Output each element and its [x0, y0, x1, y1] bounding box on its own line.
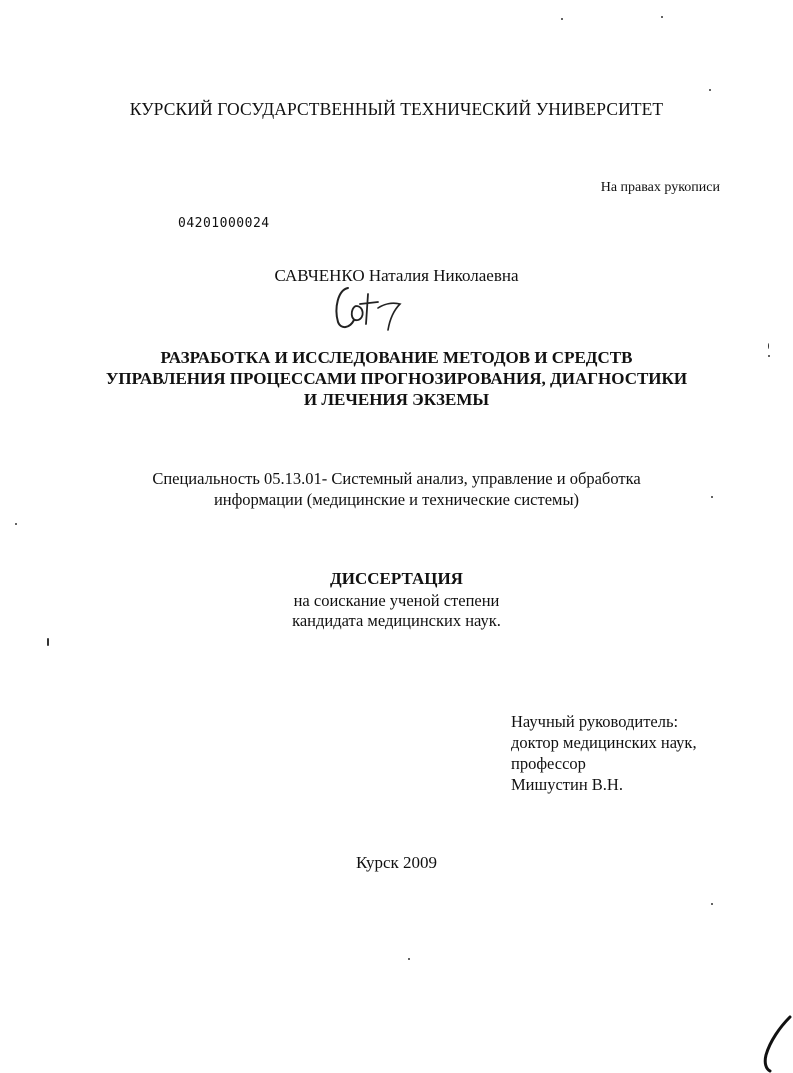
speciality-line-1: Специальность 05.13.01- Системный анализ, управление и обработка [152, 469, 641, 488]
scan-speck [768, 343, 769, 349]
handwritten-signature [320, 278, 410, 338]
speciality-line-2: информации (медицинские и технические системы) [213, 490, 580, 509]
dissertation-title [0, 347, 793, 410]
university-name: КУРСКИЙ ГОСУДАРСТВЕННЫЙ ТЕХНИЧЕСКИЙ УНИВЕРСИТЕТ [129, 99, 664, 119]
manuscript-rights-note: На правах рукописи [600, 180, 720, 195]
supervisor-block [511, 711, 697, 795]
scan-speck [711, 903, 713, 905]
scan-speck [408, 958, 410, 960]
scan-speck [768, 355, 770, 357]
scan-speck [47, 638, 49, 646]
scan-speck [711, 496, 713, 498]
title-line-3: И ЛЕЧЕНИЯ ЭКЗЕМЫ [303, 390, 490, 409]
supervisor-rank: профессор [511, 754, 586, 773]
title-line-2: УПРАВЛЕНИЯ ПРОЦЕССАМИ ПРОГНОЗИРОВАНИЯ, ДИАГНОСТИКИ [105, 369, 688, 388]
dissertation-heading: ДИССЕРТАЦИЯ [330, 569, 463, 588]
supervisor-degree: доктор медицинских наук, [511, 733, 697, 752]
supervisor-name: Мишустин В.Н. [511, 775, 623, 794]
title-line-1: РАЗРАБОТКА И ИССЛЕДОВАНИЕ МЕТОДОВ И СРЕДСТВ [160, 348, 633, 367]
scan-speck [15, 523, 17, 525]
scan-speck [709, 89, 711, 91]
speciality-block [0, 468, 793, 510]
pen-stroke-mark [758, 1013, 793, 1073]
author-name: САВЧЕНКО Наталия Николаевна [274, 266, 519, 285]
degree-line-2: кандидата медицинских наук. [292, 611, 501, 630]
registration-code: 04201000024 [178, 216, 270, 231]
scan-speck [661, 16, 663, 18]
supervisor-label: Научный руководитель: [511, 712, 679, 731]
degree-line-1: на соискание ученой степени [293, 591, 500, 610]
scan-speck [561, 18, 563, 20]
city-year: Курск 2009 [355, 853, 438, 872]
degree-block [0, 591, 793, 631]
